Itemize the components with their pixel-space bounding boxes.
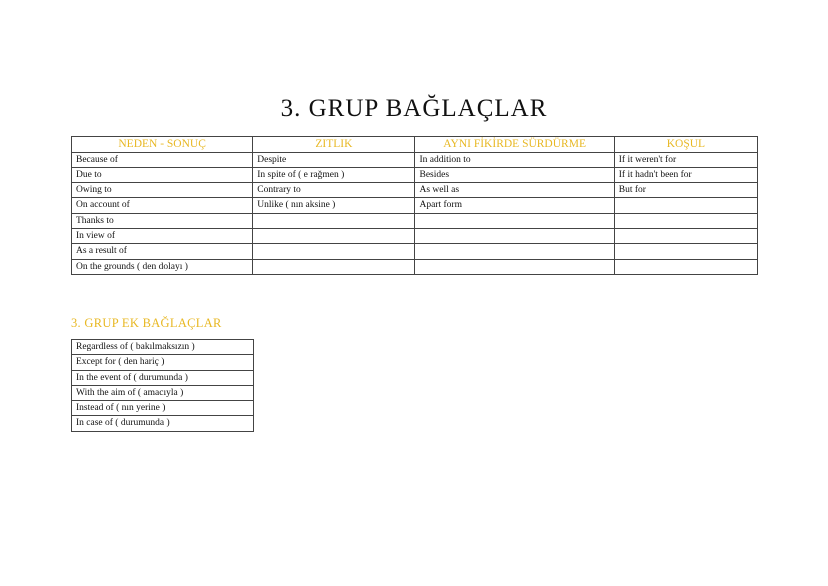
table-cell: In addition to: [415, 152, 614, 167]
table-cell: If it weren't for: [614, 152, 757, 167]
table-cell: [415, 259, 614, 274]
table-cell: Owing to: [72, 183, 253, 198]
table-cell: [415, 228, 614, 243]
header-contrast: ZITLIK: [253, 137, 415, 153]
table-cell: Apart form: [415, 198, 614, 213]
table-cell: Despite: [253, 152, 415, 167]
table-cell: [415, 244, 614, 259]
table-row: [72, 259, 758, 274]
table-row: [72, 385, 254, 400]
table-cell: Because of: [72, 152, 253, 167]
table-row: [72, 228, 758, 243]
table-cell: [253, 213, 415, 228]
header-addition: AYNI FİKİRDE SÜRDÜRME: [415, 137, 614, 153]
table-cell: [614, 244, 757, 259]
table-cell: [614, 198, 757, 213]
table-cell: [614, 213, 757, 228]
table-cell: In spite of ( e rağmen ): [253, 167, 415, 182]
table-cell: [253, 259, 415, 274]
table-row: [72, 244, 758, 259]
table-cell: [253, 244, 415, 259]
table-cell: Except for ( den hariç ): [72, 355, 254, 370]
table-row: [72, 355, 254, 370]
table-cell: With the aim of ( amacıyla ): [72, 385, 254, 400]
table-cell: In case of ( durumunda ): [72, 416, 254, 431]
conjunctions-table: [71, 136, 758, 275]
table-cell: Unlike ( nın aksine ): [253, 198, 415, 213]
table-row: [72, 401, 254, 416]
table-cell: In the event of ( durumunda ): [72, 370, 254, 385]
table-cell: If it hadn't been for: [614, 167, 757, 182]
table-row: [72, 213, 758, 228]
table-cell: [614, 228, 757, 243]
table-cell: On the grounds ( den dolayı ): [72, 259, 253, 274]
table-row: [72, 198, 758, 213]
table-cell: In view of: [72, 228, 253, 243]
header-cause-effect: NEDEN - SONUÇ: [72, 137, 253, 153]
table-cell: As well as: [415, 183, 614, 198]
section-subtitle: 3. GRUP EK BAĞLAÇLAR: [71, 316, 222, 330]
page-title: 3. GRUP BAĞLAÇLAR: [280, 95, 548, 122]
table-row: [72, 370, 254, 385]
extra-conjunctions-table: [71, 339, 254, 432]
table-cell: [253, 228, 415, 243]
table-cell: Regardless of ( bakılmaksızın ): [72, 340, 254, 355]
table-cell: Besides: [415, 167, 614, 182]
table-cell: Contrary to: [253, 183, 415, 198]
table-cell: But for: [614, 183, 757, 198]
table-cell: Instead of ( nın yerine ): [72, 401, 254, 416]
table-cell: Thanks to: [72, 213, 253, 228]
header-condition: KOŞUL: [614, 137, 757, 153]
table-cell: As a result of: [72, 244, 253, 259]
table-row: [72, 340, 254, 355]
table-row: [72, 416, 254, 431]
table-cell: [415, 213, 614, 228]
header-row: [72, 137, 758, 153]
table-cell: On account of: [72, 198, 253, 213]
table-row: [72, 167, 758, 182]
table-row: [72, 152, 758, 167]
table-cell: [614, 259, 757, 274]
table-cell: Due to: [72, 167, 253, 182]
table-row: [72, 183, 758, 198]
